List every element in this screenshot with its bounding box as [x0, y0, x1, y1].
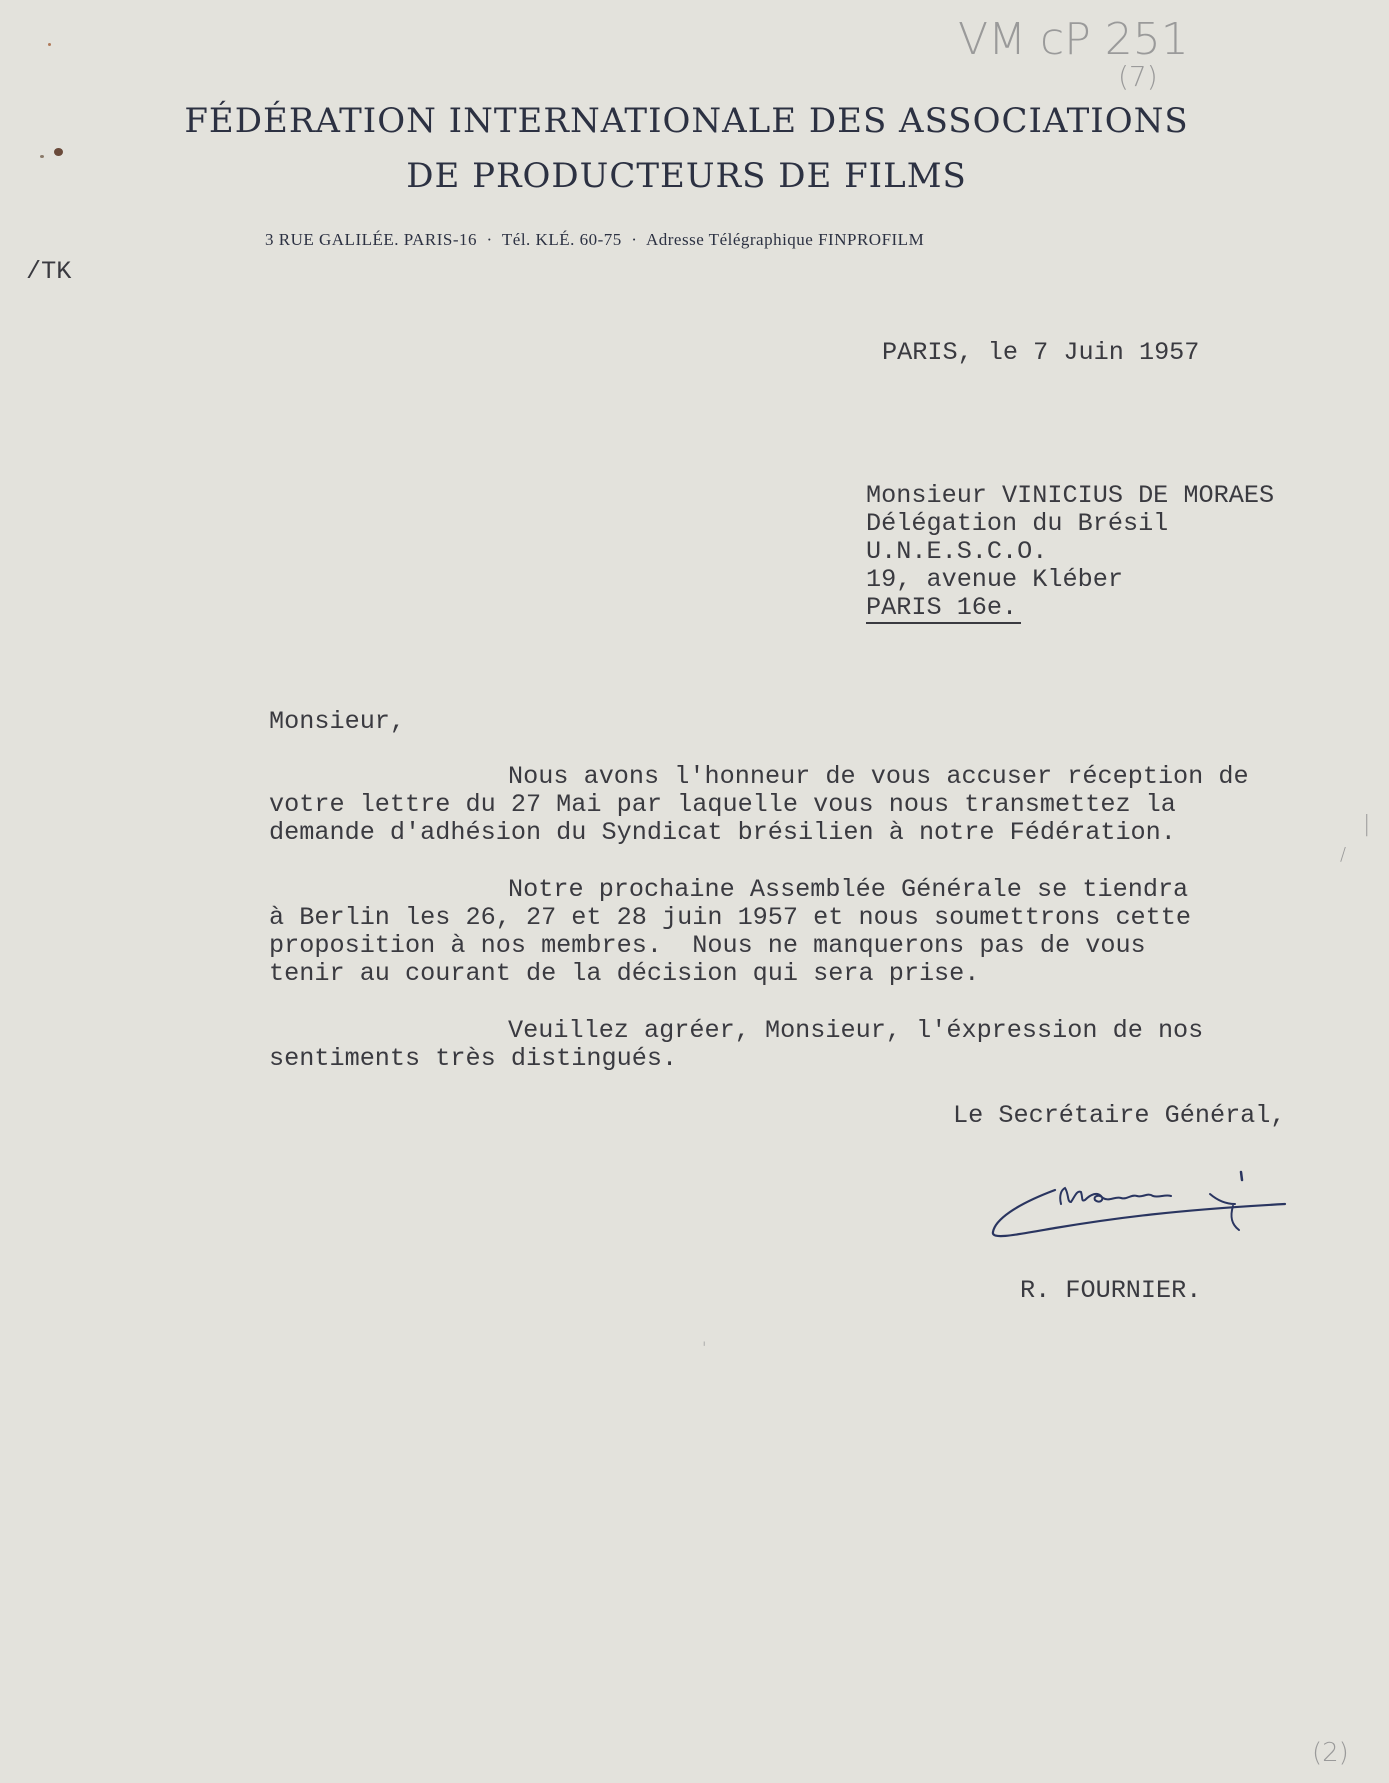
recipient-line4: 19, avenue Kléber — [866, 565, 1123, 594]
signature-stroke — [1060, 1188, 1171, 1204]
body-p1-line3: demande d'adhésion du Syndicat brésilien à notre Fédération. — [269, 818, 1176, 847]
body-p3-line1: Veuillez agréer, Monsieur, l'éxpression de nos — [508, 1016, 1204, 1045]
salutation: Monsieur, — [269, 707, 406, 736]
page-number-mark: (2) — [1312, 1738, 1349, 1768]
letter-date: PARIS, le 7 Juin 1957 — [882, 338, 1200, 367]
body-p3-line2: sentiments très distingués. — [269, 1044, 678, 1073]
recipient-name: Monsieur VINICIUS DE MORAES — [866, 481, 1275, 510]
paper-speck — [48, 43, 51, 46]
recipient-line3: U.N.E.S.C.O. — [866, 537, 1048, 566]
margin-tick: ' — [702, 1338, 707, 1357]
signature-stroke — [1210, 1194, 1239, 1230]
letterhead-title-line2: DE PRODUCTEURS DE FILMS — [406, 156, 967, 196]
letterhead-title-line1: FÉDÉRATION INTERNATIONALE DES ASSOCIATIONS — [184, 101, 1189, 141]
paper-speck — [54, 148, 63, 156]
signatory-name: R. FOURNIER. — [1020, 1276, 1202, 1305]
signature — [985, 1160, 1295, 1250]
body-p2-line1: Notre prochaine Assemblée Générale se tiendra — [508, 875, 1189, 904]
margin-tick: / — [1340, 844, 1347, 865]
archive-sub-mark: (7) — [1118, 60, 1158, 93]
reference-initials: /TK — [26, 257, 72, 286]
letterhead-address: 3 RUE GALILÉE. PARIS-16 · Tél. KLÉ. 60-75 · Adresse Télégraphique FINPROFILM — [265, 230, 925, 249]
recipient-line2: Délégation du Brésil — [866, 509, 1169, 538]
body-p2-line3: proposition à nos membres. Nous ne manquerons pas de vous — [269, 931, 1146, 960]
closing-title: Le Secrétaire Général, — [953, 1101, 1286, 1130]
body-p2-line2: à Berlin les 26, 27 et 28 juin 1957 et nous soumettrons cette — [269, 903, 1192, 932]
body-p1-line2: votre lettre du 27 Mai par laquelle vous nous transmettez la — [269, 790, 1176, 819]
recipient-city: PARIS 16e. — [866, 593, 1018, 622]
margin-tick: | — [1363, 812, 1371, 837]
archive-ref-mark: VM cP 251 — [958, 14, 1189, 65]
signature-stroke — [1241, 1172, 1242, 1180]
recipient-city-underline — [866, 622, 1021, 624]
body-p2-line4: tenir au courant de la décision qui sera prise. — [269, 959, 980, 988]
body-p1-line1: Nous avons l'honneur de vous accuser réception de — [508, 762, 1249, 791]
